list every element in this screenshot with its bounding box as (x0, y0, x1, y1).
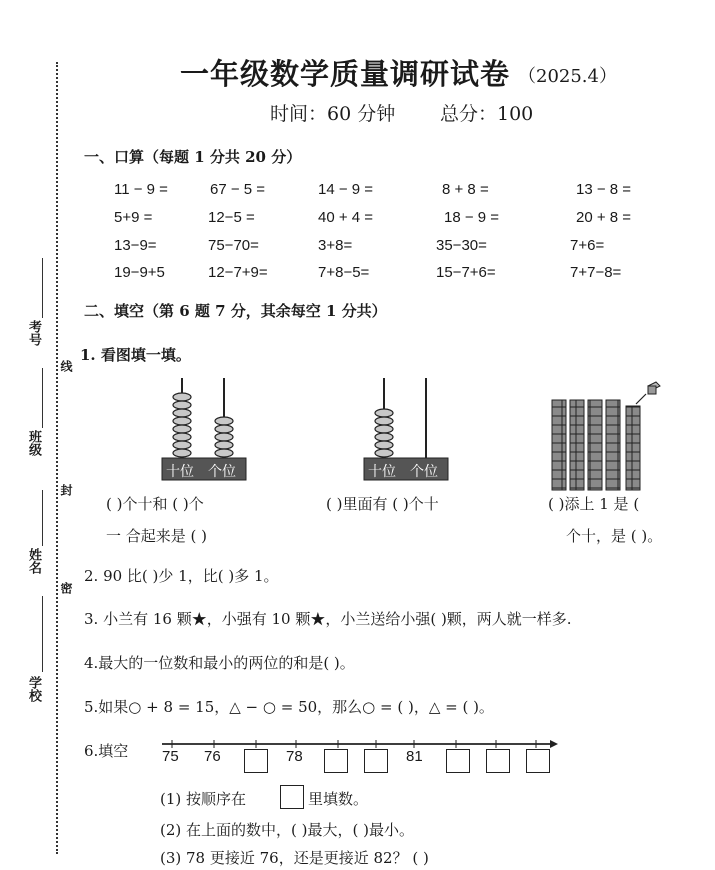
q1-a-line2: 一 合起来是 ( ) (106, 527, 208, 545)
abacus-a-ones-label: 个位 (208, 464, 236, 480)
time-label: 时间：60 分钟 (270, 103, 396, 125)
label-xian: 线 (59, 360, 73, 372)
calc-1-1: 11 − 9 = (114, 181, 168, 198)
calc-3-5: 7+6= (570, 237, 605, 254)
q1-c-line2: 个十，是 ( )。 (566, 527, 663, 545)
label-banji: 班级 (26, 430, 41, 456)
calc-1-2: 67 − 5 = (210, 181, 266, 198)
calc-4-3: 7+8−5= (318, 264, 370, 281)
banji-blank (42, 368, 43, 428)
label-kaohao: 考号 (26, 320, 41, 346)
nl-box-5[interactable] (486, 749, 510, 773)
score-label: 总分：100 (440, 103, 534, 125)
calc-2-2: 12−5 = (208, 209, 255, 226)
abacus-b-tens-label: 十位 (368, 464, 396, 480)
nl-76: 76 (204, 748, 221, 765)
calc-4-5: 7+7−8= (570, 264, 622, 281)
nl-box-3[interactable] (364, 749, 388, 773)
calc-2-4: 18 − 9 = (444, 209, 500, 226)
calc-3-2: 75−70= (208, 237, 259, 254)
ten-rods-picture (548, 380, 668, 490)
nl-box-2[interactable] (324, 749, 348, 773)
calc-3-4: 35−30= (436, 237, 487, 254)
label-mi: 密 (59, 582, 73, 594)
binding-dotted-line (56, 62, 58, 854)
exam-year: （2025.4） (518, 66, 617, 87)
xuexiao-blank (42, 596, 43, 672)
calc-3-1: 13−9= (114, 237, 157, 254)
q6-sub2: (2) 在上面的数中，( )最大，( )最小。 (160, 821, 414, 839)
calc-3-3: 3+8= (318, 237, 353, 254)
q6-label: 6.填空 (84, 742, 129, 760)
q1-label: 1. 看图填一填。 (80, 346, 191, 364)
calc-4-1: 19−9+5 (114, 264, 165, 281)
q1-a-line1: ( )个十和 ( )个 (106, 495, 204, 513)
q2-text: 2. 90 比( )少 1，比( )多 1。 (84, 567, 279, 585)
abacus-a-tens-label: 十位 (166, 464, 194, 480)
q5-text: 5.如果○ + 8 = 15，△ − ○ = 50，那么○ = ( )，△ = ( )。 (84, 698, 494, 716)
nl-75: 75 (162, 748, 179, 765)
nl-box-1[interactable] (244, 749, 268, 773)
nl-81: 81 (406, 748, 423, 765)
calc-1-4: 8 + 8 = (442, 181, 489, 198)
calc-4-4: 15−7+6= (436, 264, 496, 281)
q6-sub1-box (280, 785, 304, 809)
q6-sub3: (3) 78 更接近 76，还是更接近 82？ ( ) (160, 849, 429, 867)
label-xingming: 姓名 (26, 548, 41, 574)
section2-heading: 二、填空（第 6 题 7 分，其余每空 1 分共） (84, 302, 387, 320)
q3-text: 3. 小兰有 16 颗★，小强有 10 颗★，小兰送给小强( )颗，两人就一样多. (84, 610, 572, 628)
label-xuexiao: 学校 (26, 676, 41, 702)
calc-2-3: 40 + 4 = (318, 209, 374, 226)
q4-text: 4.最大的一位数和最小的两位的和是( )。 (84, 654, 355, 672)
abacus-b-ones-label: 个位 (410, 464, 438, 480)
q1-b-line1: ( )里面有 ( )个十 (326, 495, 439, 513)
calc-1-5: 13 − 8 = (576, 181, 632, 198)
q6-sub1-tail: 里填数。 (308, 790, 369, 808)
q1-c-line1: ( )添上 1 是 ( (548, 495, 640, 513)
label-feng: 封 (59, 484, 73, 496)
nl-78: 78 (286, 748, 303, 765)
page-title: 一年级数学质量调研试卷 (180, 57, 511, 91)
calc-2-5: 20 + 8 = (576, 209, 632, 226)
section1-heading: 一、口算（每题 1 分共 20 分） (84, 148, 302, 166)
xingming-blank (42, 490, 43, 546)
q6-sub1: (1) 按顺序在 (160, 790, 247, 808)
calc-1-3: 14 − 9 = (318, 181, 374, 198)
nl-box-4[interactable] (446, 749, 470, 773)
calc-4-2: 12−7+9= (208, 264, 268, 281)
calc-2-1: 5+9 = (114, 209, 153, 226)
nl-box-6[interactable] (526, 749, 550, 773)
kaohao-blank (42, 258, 43, 318)
